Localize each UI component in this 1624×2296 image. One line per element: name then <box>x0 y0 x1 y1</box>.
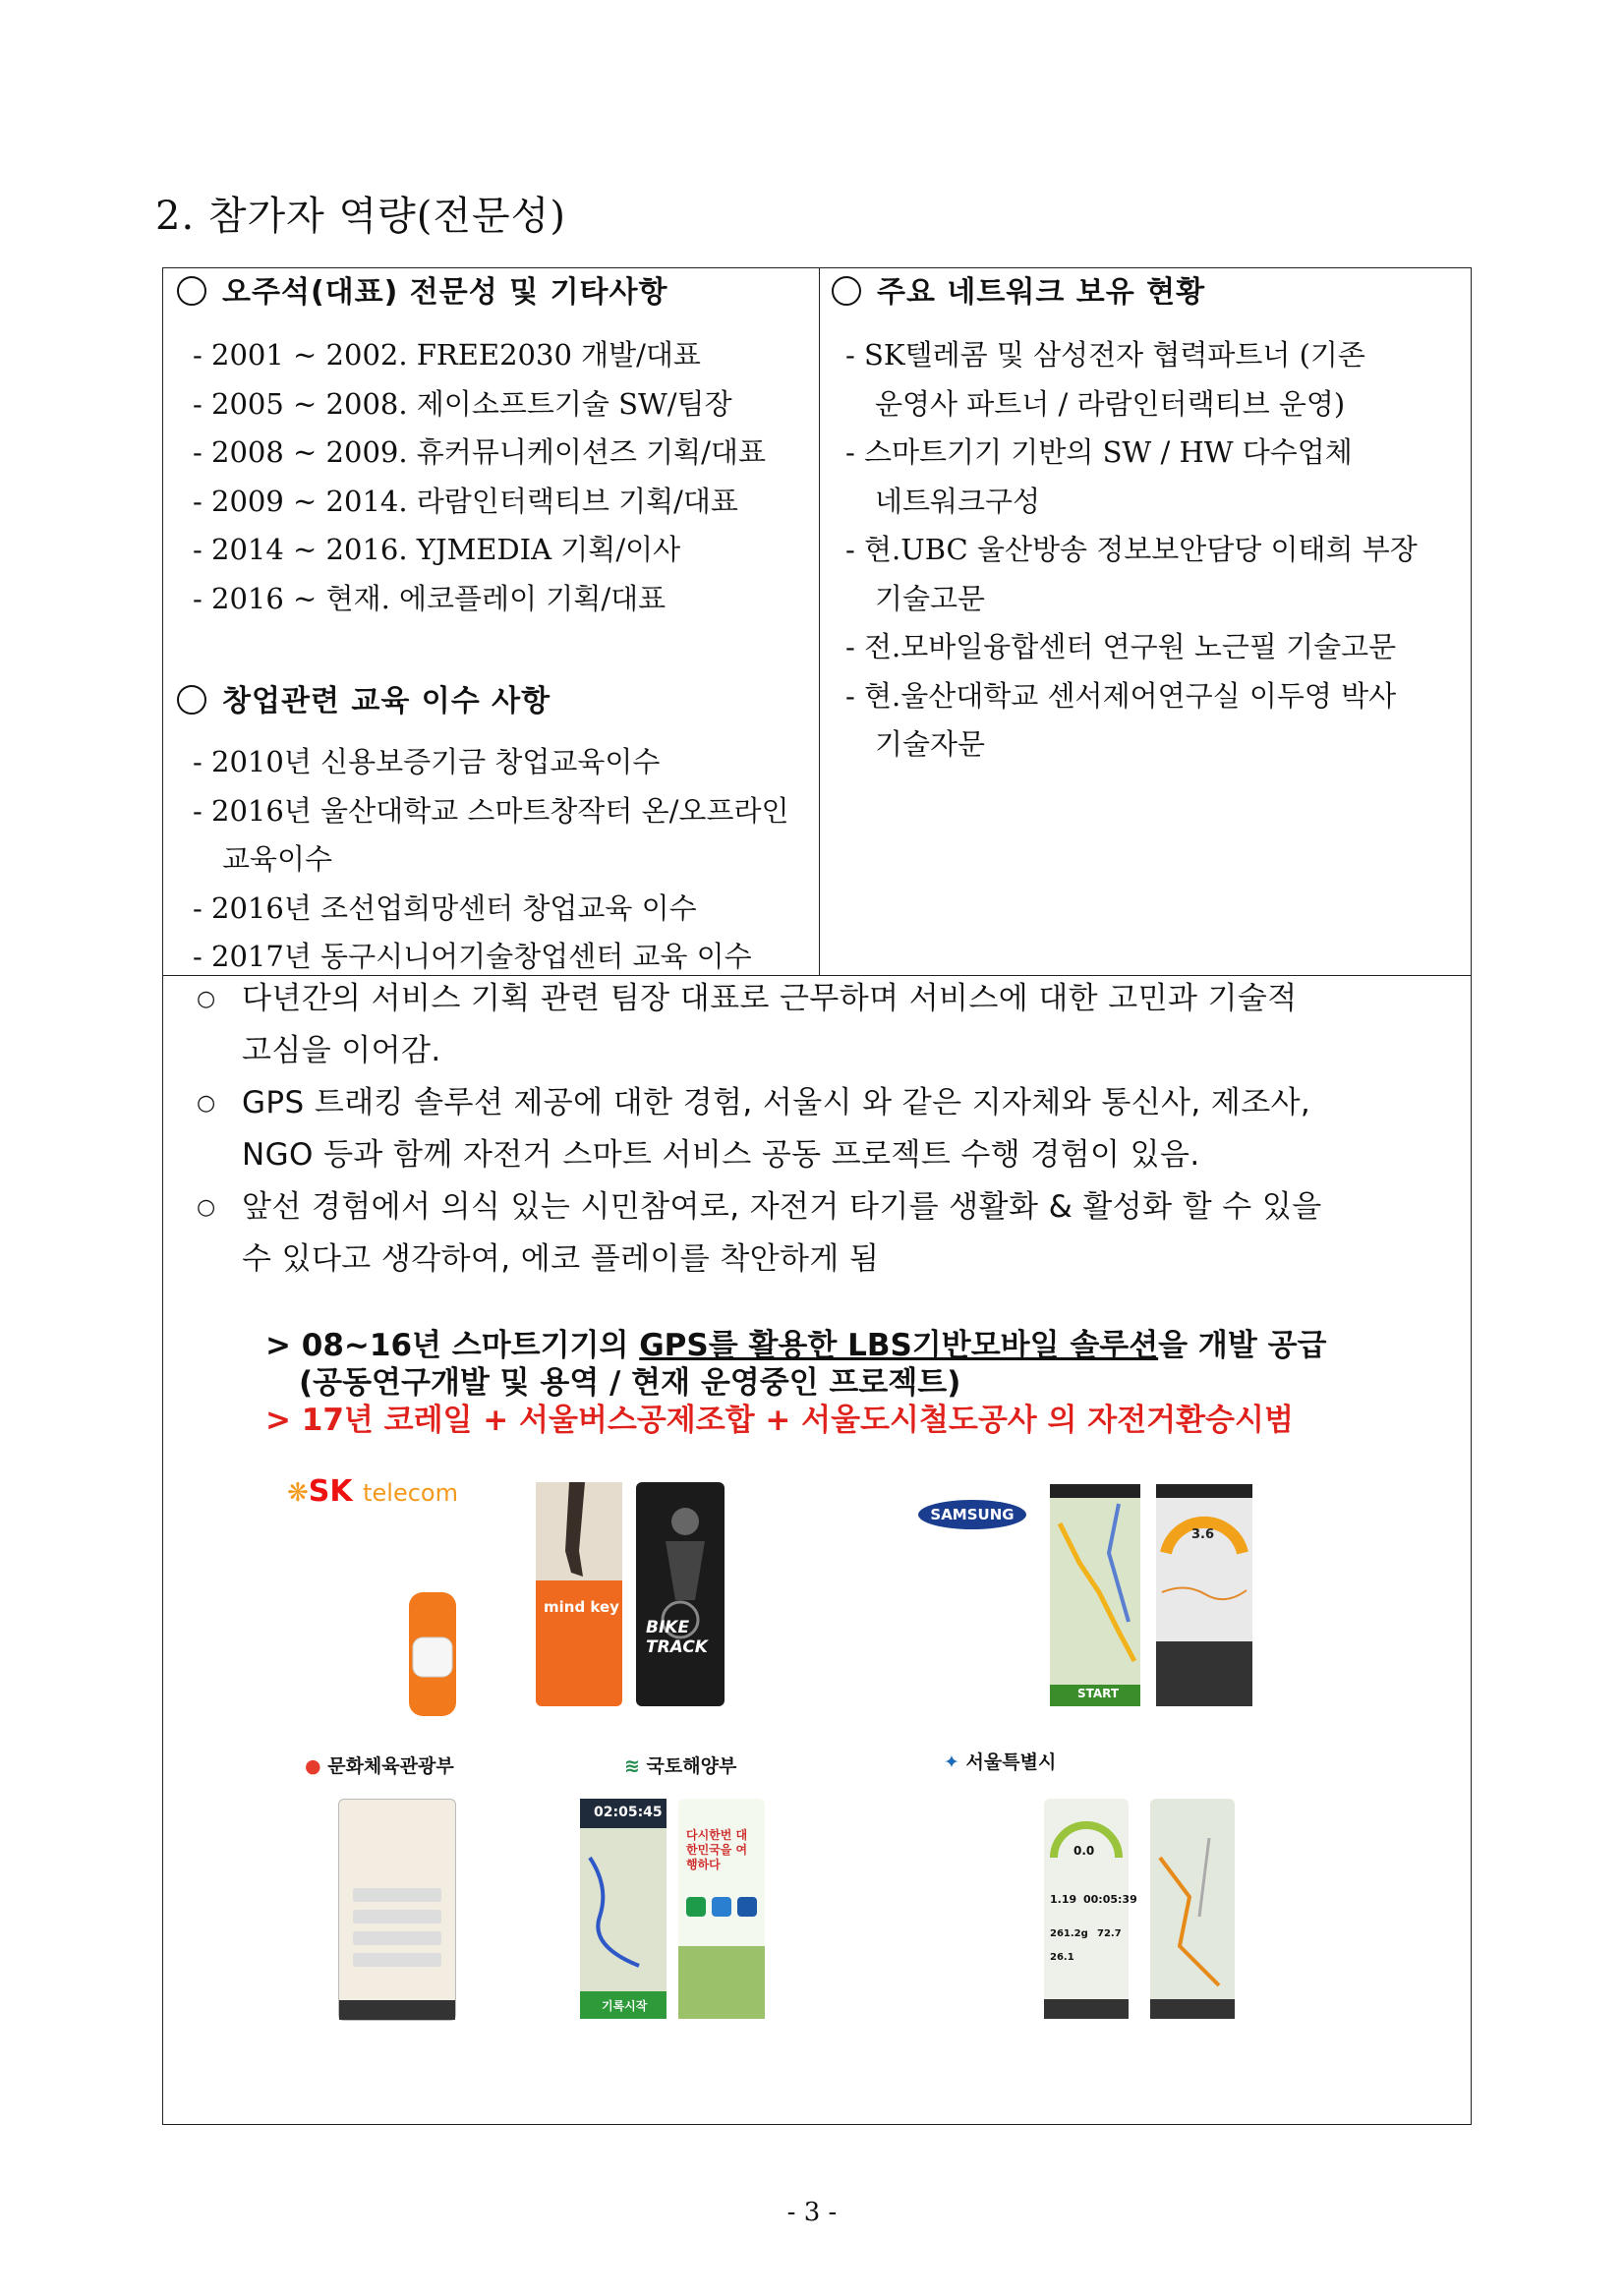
bike-track-label: TRACK <box>646 1637 708 1657</box>
ride-stats-app-screen <box>1044 1799 1137 2019</box>
record-button-label: 기록시작 <box>602 1999 648 2013</box>
education-item: - 2016년 울산대학교 스마트창작터 온/오프라인 <box>193 793 789 828</box>
logo-text: SK <box>308 1474 353 1509</box>
timer-value: 02:05:45 <box>594 1805 663 1820</box>
route-timer-app-screen <box>580 1799 667 2019</box>
left-col-heading-text: 오주석(대표) 전문성 및 기타사항 <box>222 275 668 310</box>
right-col-heading <box>832 267 1205 311</box>
travel-promo-app-screen <box>678 1799 765 2019</box>
summary-paragraph <box>197 1181 1465 1286</box>
wave-icon: ≋ <box>624 1755 640 1777</box>
mind-key-label: mind key <box>544 1598 619 1616</box>
bike-track-app-screen <box>636 1482 725 1706</box>
humidity-readout: 26.1 <box>1050 1952 1074 1963</box>
org-name: 문화체육관광부 <box>327 1755 454 1777</box>
headline-text: 을 개발 공급 <box>1158 1328 1327 1363</box>
career-item: - 2008 ~ 2009. 휴커뮤니케이션즈 기획/대표 <box>193 435 766 469</box>
right-col-heading-text: 주요 네트워크 보유 현황 <box>877 275 1206 310</box>
summary-paragraphs <box>197 973 1465 1286</box>
career-list <box>193 331 766 623</box>
left-col-heading <box>177 267 668 311</box>
paragraph-line: NGO 등과 함께 자전거 스마트 서비스 공동 프로젝트 수행 경험이 있음. <box>242 1137 1200 1173</box>
edu-heading-text: 창업관련 교육 이수 사항 <box>222 684 551 718</box>
bike-track-label: BIKE <box>646 1618 690 1637</box>
section-title: 2. 참가자 역량(전문성) <box>155 194 566 239</box>
paragraph-line: 고심을 이어감. <box>242 1033 441 1068</box>
network-item: - 현.울산대학교 센서제어연구실 이두영 박사 <box>845 678 1397 713</box>
distance-readout: 1.19 <box>1050 1893 1077 1906</box>
education-item: - 2010년 신용보증기금 창업교육이수 <box>193 745 661 778</box>
seoul-mascot-icon: ✦ <box>944 1751 959 1773</box>
ministry-culture-logo <box>305 1751 454 1778</box>
seoul-city-logo <box>944 1748 1056 1774</box>
education-item: - 2017년 동구시니어기술창업센터 교육 이수 <box>193 940 752 973</box>
calorie-readout: 261.2g <box>1050 1928 1088 1939</box>
start-button-label: START <box>1077 1687 1120 1700</box>
education-item: 교육이수 <box>222 842 333 876</box>
circle-bullet-icon <box>177 276 206 306</box>
network-item: - SK텔레콤 및 삼성전자 협력파트너 (기존 <box>845 338 1365 372</box>
wearable-device-image <box>403 1590 462 1718</box>
small-circle-bullet-icon: ○ <box>197 987 216 1011</box>
route-map-icon <box>580 1799 667 2019</box>
gauge-chart-icon <box>1156 1484 1252 1706</box>
speed-readout: 0.0 <box>1073 1844 1095 1858</box>
paragraph-line: GPS 트래킹 솔루션 제공에 대한 경험, 서울시 와 같은 지자체와 통신사, 제조사, <box>242 1085 1311 1120</box>
logo-text: telecom <box>363 1479 458 1507</box>
circle-bullet-icon <box>177 685 206 715</box>
small-circle-bullet-icon: ○ <box>197 1091 216 1116</box>
org-name: 국토해양부 <box>646 1755 737 1777</box>
network-item: - 현.UBC 울산방송 정보보안담당 이태희 부장 <box>845 533 1418 566</box>
network-item: 기술고문 <box>875 581 986 615</box>
graphic-headline-2: (공동연구개발 및 용역 / 현재 운영중인 프로젝트) <box>299 1365 961 1401</box>
headline-text: > 08~16년 스마트기기의 <box>265 1328 640 1363</box>
city-map-icon <box>1150 1799 1235 2019</box>
career-item: - 2016 ~ 현재. 에코플레이 기획/대표 <box>193 581 667 615</box>
paragraph-line: 앞선 경험에서 의식 있는 시민참여로, 자전거 타기를 생활화 & 활성화 할 수 있을 <box>242 1189 1322 1225</box>
speedometer-icon <box>1044 1799 1129 2019</box>
gps-map-app-screen <box>1050 1484 1140 1706</box>
education-item: - 2016년 조선업희망센터 창업교육 이수 <box>193 890 697 925</box>
page-number: - 3 - <box>786 2198 838 2227</box>
summary-paragraph <box>197 973 1465 1077</box>
sk-butterfly-icon: ❋ <box>287 1478 309 1508</box>
edu-heading <box>177 676 551 719</box>
small-circle-bullet-icon: ○ <box>197 1195 216 1220</box>
career-item: - 2014 ~ 2016. YJMEDIA 기획/이사 <box>193 533 681 566</box>
career-item: - 2001 ~ 2002. FREE2030 개발/대표 <box>193 338 701 372</box>
culture-app-screen <box>338 1799 456 2021</box>
mind-key-app-screen <box>536 1482 622 1706</box>
runner-legs-icon <box>536 1482 622 1706</box>
temp-readout: 72.7 <box>1097 1928 1122 1939</box>
org-name: 서울특별시 <box>965 1751 1057 1773</box>
circle-bullet-icon <box>832 276 861 306</box>
network-item: - 전.모바일융합센터 연구원 노근필 기술고문 <box>845 630 1397 663</box>
career-item: - 2009 ~ 2014. 라람인터랙티브 기획/대표 <box>193 484 738 518</box>
network-item: 운영사 파트너 / 라람인터랙티브 운영) <box>875 386 1346 421</box>
elapsed-readout: 00:05:39 <box>1083 1893 1137 1906</box>
speed-gauge-app-screen <box>1156 1484 1252 1706</box>
network-item: 네트워크구성 <box>875 484 1041 518</box>
graphic-headline-1 <box>265 1327 1327 1364</box>
column-divider <box>819 267 820 975</box>
paragraph-line: 다년간의 서비스 기획 관련 팀장 대표로 근무하며 서비스에 대한 고민과 기술적 <box>242 981 1298 1016</box>
samsung-logo: SAMSUNG <box>918 1500 1026 1529</box>
summary-paragraph <box>197 1077 1465 1181</box>
menu-list-icon <box>339 1800 455 2020</box>
headline-underlined-text: GPS를 활용한 LBS기반모바일 솔루션 <box>639 1328 1159 1363</box>
map-route-icon <box>1050 1484 1140 1706</box>
cyclist-icon <box>636 1482 725 1706</box>
network-item: - 스마트기기 기반의 SW / HW 다수업체 <box>845 435 1353 469</box>
sk-telecom-logo <box>287 1474 458 1509</box>
seoul-map-app-screen <box>1150 1799 1235 2019</box>
taegeuk-icon: ● <box>305 1755 321 1777</box>
paragraph-line: 수 있다고 생각하여, 에코 플레이를 착안하게 됨 <box>242 1241 880 1277</box>
network-list <box>845 331 1418 770</box>
graphic-headline-3: > 17년 코레일 + 서울버스공제조합 + 서울도시철도공사 의 자전거환승시범 <box>265 1403 1294 1438</box>
career-item: - 2005 ~ 2008. 제이소프트기술 SW/팀장 <box>193 386 732 421</box>
network-item: 기술자문 <box>875 727 986 761</box>
portfolio-graphic <box>265 1327 1357 2025</box>
education-list <box>193 738 788 982</box>
ministry-land-logo <box>624 1751 736 1778</box>
promo-text: 다시한번 대한민국을 여행하다 <box>686 1828 748 1871</box>
speed-value: 3.6 <box>1191 1527 1215 1542</box>
